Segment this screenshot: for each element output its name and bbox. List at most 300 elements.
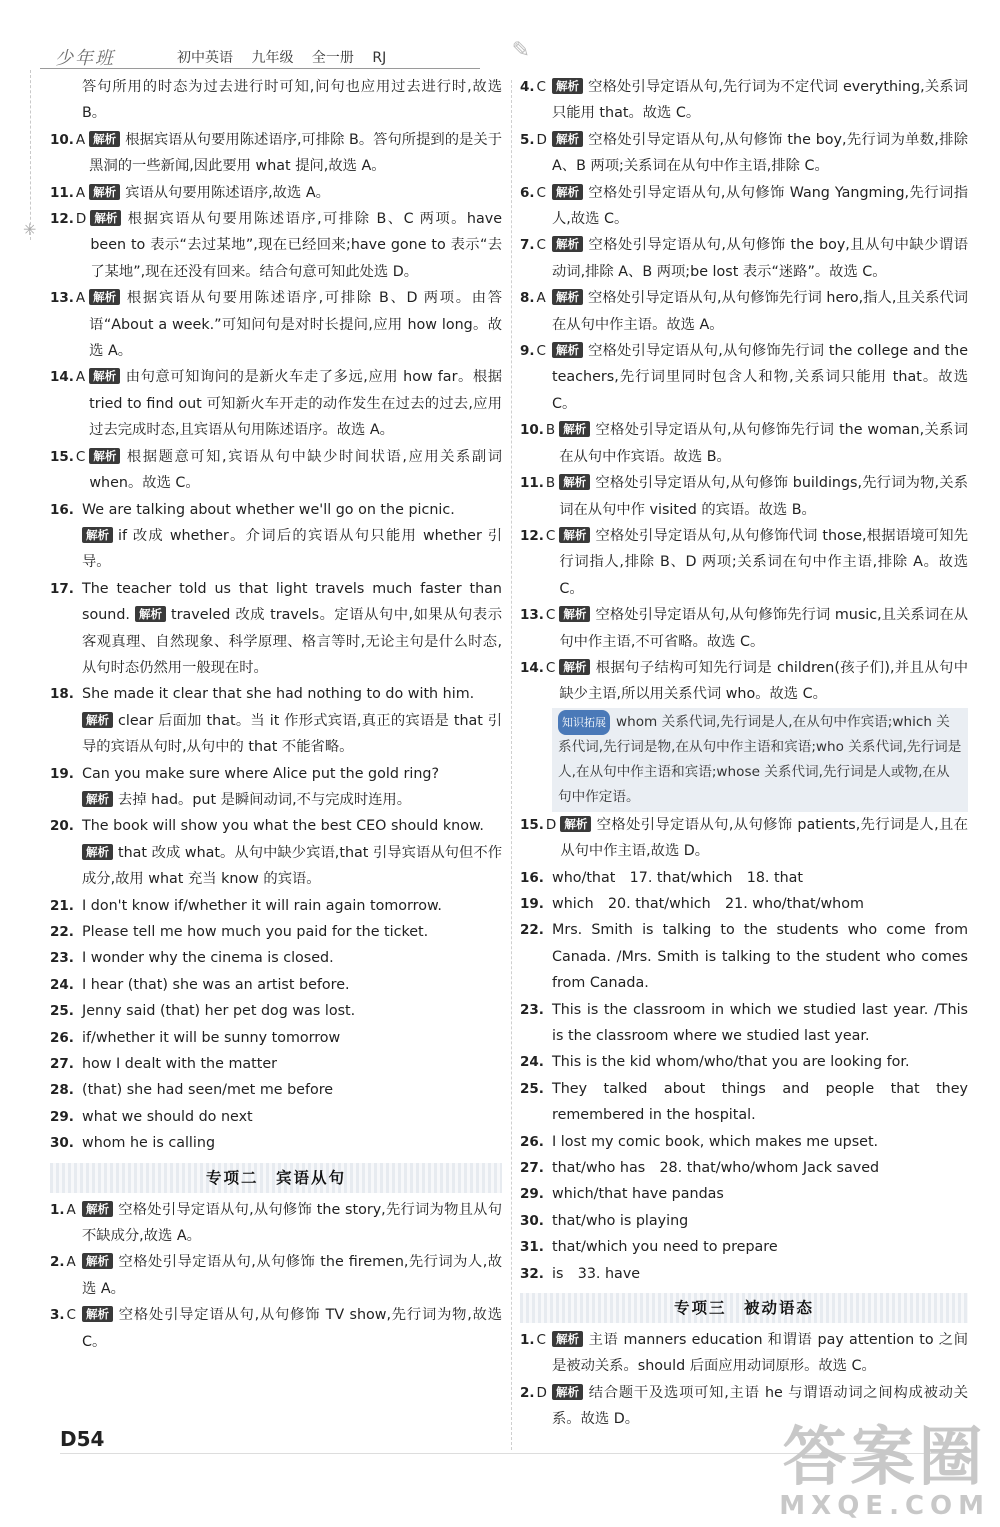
item-number (50, 497, 82, 523)
item-body (89, 444, 502, 497)
analysis-tag: 解析 (89, 131, 120, 147)
item-number (520, 1076, 552, 1129)
item-num-text: 6. (520, 184, 535, 201)
item-number (520, 1208, 552, 1234)
list-item (520, 417, 968, 470)
section-header (50, 1163, 502, 1193)
item-number (50, 972, 82, 998)
item-text: what we should do next (82, 1108, 253, 1125)
answer-letter: C (536, 237, 546, 254)
watermark-logo (779, 1421, 990, 1521)
analysis-tag: 解析 (552, 1331, 583, 1347)
item-text: The book will show you what the best CEO should know. (82, 818, 484, 835)
answer-letter: A (66, 1201, 76, 1218)
item-number (50, 681, 82, 707)
item-num-text: 27. (50, 1056, 74, 1073)
list-item (520, 523, 968, 602)
item-body (552, 1155, 968, 1181)
item-body (82, 576, 502, 682)
column-divider (511, 80, 512, 1450)
item-number (520, 1049, 552, 1075)
analysis-tag: 解析 (89, 448, 120, 464)
item-text: 根据句子结构可知先行词是 children(孩子们),并且从句中缺少主语,所以用关系代词 who。故选 C。 (559, 659, 968, 703)
answer-letter: A (75, 290, 86, 307)
item-text: that/who is playing (552, 1212, 689, 1229)
item-body (82, 998, 502, 1024)
right-column (520, 74, 968, 1433)
item-note: if 改成 whether。介词后的宾语从句只能用 whether 引导。 (82, 527, 502, 571)
analysis-tag: 解析 (552, 184, 583, 200)
item-body (82, 1249, 502, 1302)
list-item (50, 180, 502, 206)
item-text: I wonder why the cinema is closed. (82, 950, 334, 967)
item-num-text: 28. (50, 1082, 74, 1099)
analysis-tag: 解析 (552, 78, 583, 94)
item-body (82, 1130, 502, 1156)
list-item (520, 338, 968, 417)
section-title: 专项三 被动语态 (673, 1299, 814, 1318)
answer-letter: C (536, 184, 546, 201)
item-text: We are talking about whether we'll go on the picnic. (82, 501, 455, 518)
item-text: Mrs. Smith is talking to the students who come from Canada. /Mrs. Smith is talking to the student who comes from Canada. (552, 922, 968, 992)
item-text: 空格处引导定语从句,从句修饰 patients,先行词是人,且在从句中作主语,故选 D。 (560, 816, 968, 860)
header-grade: 九年级 (251, 50, 294, 66)
answer-letter: B (545, 475, 556, 492)
item-text: 空格处引导定语从句,从句修饰 Wang Yangming,先行词指人,故选 C。 (552, 184, 968, 228)
item-text: 空格处引导定语从句,从句修饰 the boy,先行词为单数,排除 A、B 两项;关系词在从句中作主语,排除 C。 (552, 131, 968, 175)
answer-letter: D (75, 211, 87, 228)
item-body (82, 497, 502, 523)
analysis-tag: 解析 (89, 289, 120, 305)
item-text: 空格处引导定语从句,从句修饰先行词 hero,指人,且关系代词在从句中作主语。故选 A。 (552, 290, 968, 333)
watermark-text: 答案圈 (782, 1421, 987, 1495)
item-text: that/which you need to prepare (552, 1239, 778, 1256)
item-num-text: 21. (50, 897, 74, 914)
item-body (89, 180, 502, 206)
item-body (552, 74, 968, 127)
list-item (50, 1130, 502, 1156)
item-num-text: 20. (50, 818, 74, 835)
item-number (520, 1261, 552, 1287)
answer-letter: A (75, 369, 86, 386)
answer-letter: C (536, 1332, 546, 1349)
item-num-text: 9. (520, 343, 535, 360)
list-item (50, 998, 502, 1024)
item-num-text: 1. (520, 1332, 535, 1349)
item-text: The teacher told us that light travels much faster than sound. (82, 580, 502, 624)
list-item (50, 497, 502, 523)
list-item (520, 1208, 968, 1234)
analysis-tag: 解析 (82, 1306, 113, 1322)
item-text: which 20. that/which 21. who/that/whom (552, 895, 864, 912)
item-body (552, 917, 968, 996)
item-body (82, 1051, 502, 1077)
item-text: Jenny said (that) her pet dog was lost. (82, 1003, 356, 1020)
answer-letter: A (536, 290, 546, 307)
analysis-tag: 解析 (82, 844, 113, 860)
item-num-text: 32. (520, 1265, 544, 1282)
item-text: 空格处引导定语从句,先行词为不定代词 everything,关系词只能用 that。故选 C。 (552, 79, 968, 122)
analysis-tag: 解析 (559, 421, 590, 437)
item-text: 根据宾语从句要用陈述语序,可排除 B、D 两项。由答语“About a week.”可知问句是对时长提问,应用 how long。故选 A。 (89, 290, 502, 360)
answer-letter: C (536, 343, 546, 360)
item-text: 空格处引导定语从句,从句修饰 TV show,先行词为物,故选 C。 (82, 1307, 502, 1350)
list-item (50, 206, 502, 285)
brand-logo: 少年班 (55, 48, 115, 69)
analysis-tag: 解析 (560, 816, 591, 832)
item-number (520, 997, 552, 1050)
analysis-tag: 解析 (552, 1384, 583, 1400)
item-text: 结合题干及选项可知,主语 he 与谓语动词之间构成被动关系。故选 D。 (552, 1384, 968, 1428)
header-subject: 初中英语 (177, 50, 233, 66)
list-item (50, 1025, 502, 1051)
item-text: This is the kid whom/who/that you are looking for. (552, 1054, 910, 1071)
item-num-text: 11. (520, 475, 544, 492)
item-num-text: 29. (520, 1186, 544, 1203)
item-body (552, 1208, 968, 1234)
item-num-text: 30. (50, 1135, 74, 1152)
answer-letter: A (66, 1254, 76, 1271)
item-text: whom he is calling (82, 1135, 216, 1152)
analysis-tag: 解析 (552, 342, 583, 358)
item-body (82, 681, 502, 707)
analysis-tag: 解析 (552, 131, 583, 147)
item-num-text: 22. (50, 924, 74, 940)
item-number (50, 1077, 82, 1103)
item-analysis (50, 787, 502, 813)
header-edition: RJ (372, 50, 387, 66)
item-text: if/whether it will be sunny tomorrow (82, 1029, 341, 1046)
item-body (90, 206, 502, 285)
item-body (552, 232, 968, 285)
item-body (552, 338, 968, 417)
item-number (520, 1380, 552, 1433)
item-body (82, 813, 502, 839)
item-analysis (50, 840, 502, 893)
list-item (50, 285, 502, 364)
answer-letter: C (75, 448, 86, 465)
list-item (520, 285, 968, 338)
continued-text: 答句所用的时态为过去进行时可知,问句也应用过去进行时,故选 B。 (82, 79, 502, 122)
item-number (520, 523, 559, 602)
answer-letter: C (545, 527, 556, 544)
list-item (50, 972, 502, 998)
item-number (520, 1155, 552, 1181)
analysis-tag: 解析 (559, 606, 590, 622)
list-item (520, 812, 968, 865)
item-text: 根据宾语从句要用陈述语序,可排除 B、C 两项。have been to 表示“去过某地”,现在已经回来;have gone to 表示“去了某地”,现在还没有回来。结合句意可知此处选 D。 (90, 211, 502, 280)
item-number (50, 1197, 82, 1250)
list-item (50, 681, 502, 707)
item-text: She made it clear that she had nothing to do with him. (82, 686, 475, 703)
item-number (520, 180, 552, 233)
item-num-text: 23. (50, 950, 74, 967)
item-num-text: 26. (520, 1133, 544, 1150)
list-item (520, 1049, 968, 1075)
item-body (82, 893, 502, 919)
item-number (50, 1249, 82, 1302)
item-num-text: 24. (50, 976, 74, 993)
item-number (50, 919, 82, 945)
answer-letter: A (75, 184, 86, 201)
item-text: 宾语从句要用陈述语序,故选 A。 (125, 184, 330, 201)
analysis-tag: 解析 (559, 659, 590, 675)
item-text: This is the classroom in which we studied last year. /This is the classroom where we studied last year. (552, 1001, 968, 1044)
analysis-tag: 解析 (82, 1253, 113, 1269)
section-header (520, 1293, 968, 1323)
item-text: They talked about things and people that they remembered in the hospital. (552, 1080, 968, 1124)
item-body (552, 1327, 968, 1380)
item-number (520, 74, 552, 127)
header-volume: 全一册 (311, 50, 354, 66)
item-number (520, 127, 552, 180)
item-num-text: 13. (50, 290, 74, 307)
item-number (520, 917, 552, 996)
item-body (552, 1234, 968, 1260)
list-item (520, 891, 968, 917)
list-item (50, 945, 502, 971)
list-item (520, 1155, 968, 1181)
item-text: which/that have pandas (552, 1186, 724, 1203)
item-number (520, 470, 559, 523)
page-header (40, 38, 960, 72)
list-item (520, 997, 968, 1050)
answer-letter: D (536, 131, 547, 148)
list-item (520, 655, 968, 708)
item-num-text: 2. (50, 1254, 65, 1271)
analysis-tag: 解析 (82, 712, 113, 728)
item-num-text: 11. (50, 184, 74, 201)
item-num-text: 16. (520, 869, 544, 886)
item-number (520, 1327, 552, 1380)
list-item (50, 1104, 502, 1130)
item-num-text: 12. (50, 211, 74, 228)
analysis-tag: 解析 (82, 527, 113, 543)
list-item (520, 470, 968, 523)
item-number (520, 232, 552, 285)
item-body (82, 1302, 502, 1355)
item-number (50, 1104, 82, 1130)
item-number (520, 602, 559, 655)
item-body (552, 127, 968, 180)
list-item (520, 1181, 968, 1207)
item-text: I lost my comic book, which makes me upset. (552, 1133, 879, 1150)
tip-label: 知识拓展 (558, 710, 610, 735)
item-number (50, 1025, 82, 1051)
item-number (520, 1234, 552, 1260)
item-num-text: 2. (520, 1384, 535, 1401)
item-number (520, 285, 552, 338)
analysis-tag: 解析 (89, 368, 120, 384)
item-num-text: 14. (50, 369, 74, 386)
item-num-text: 24. (520, 1054, 544, 1071)
analysis-tag: 解析 (82, 1201, 113, 1217)
item-text: 空格处引导定语从句,从句修饰代词 those,根据语境可知先行词指人,排除 B、D 两项;关系词在句中作主语,排除 A。故选 C。 (559, 527, 968, 597)
item-text: 空格处引导定语从句,从句修饰 the firemen,先行词为人,故选 A。 (82, 1254, 502, 1297)
item-note: that 改成 what。从句中缺少宾语,that 引导宾语从句但不作成分,故用 what 充当 know 的宾语。 (82, 844, 502, 888)
item-analysis (50, 523, 502, 576)
item-body (89, 364, 502, 443)
item-body (552, 1076, 968, 1129)
item-number (50, 813, 82, 839)
analysis-tag: 解析 (559, 527, 590, 543)
item-note: clear 后面加 that。当 it 作形式宾语,真正的宾语是 that 引导的宾语从句时,从句中的 that 不能省略。 (82, 712, 502, 756)
answer-letter: C (536, 79, 546, 95)
list-item (50, 1077, 502, 1103)
item-number (520, 1181, 552, 1207)
list-item (50, 919, 502, 945)
list-item (50, 576, 502, 682)
list-item (520, 917, 968, 996)
item-number (50, 998, 82, 1024)
analysis-tag: 解析 (135, 606, 166, 622)
item-num-text: 5. (520, 131, 535, 148)
header-rule (40, 68, 480, 69)
item-body (559, 470, 968, 523)
answer-letter: D (545, 816, 557, 833)
item-body (82, 761, 502, 787)
item-num-text: 23. (520, 1001, 544, 1018)
item-num-text: 13. (520, 607, 544, 624)
item-text: (that) she had seen/met me before (82, 1082, 334, 1099)
analysis-tag: 解析 (90, 210, 121, 226)
item-num-text: 25. (520, 1080, 544, 1097)
item-num-text: 15. (520, 816, 544, 833)
analysis-tag: 解析 (89, 184, 120, 200)
analysis-tag: 解析 (552, 236, 583, 252)
item-num-text: 31. (520, 1239, 544, 1256)
item-body (82, 945, 502, 971)
list-item (520, 232, 968, 285)
item-num-text: 12. (520, 527, 544, 544)
item-num-text: 3. (50, 1307, 65, 1324)
item-number (520, 865, 552, 891)
answer-letter: C (66, 1307, 76, 1324)
item-text: how I dealt with the matter (82, 1056, 278, 1073)
item-body (82, 972, 502, 998)
item-body (82, 919, 502, 945)
item-note: 去掉 had。put 是瞬间动词,不与完成时连用。 (118, 791, 412, 808)
list-item (50, 893, 502, 919)
item-text: 由句意可知询问的是新火车走了多远,应用 how far。根据 tried to find out 可知新火车开走的动作发生在过去的过去,应用过去完成时态,且宾语从句用陈述语序。故选 A。 (89, 369, 502, 439)
item-number (50, 285, 89, 364)
item-number (520, 655, 559, 708)
doodle-icon: ✎ (511, 38, 530, 63)
list-item (520, 1129, 968, 1155)
item-num-text: 27. (520, 1160, 544, 1177)
item-number (50, 893, 82, 919)
item-body (552, 1129, 968, 1155)
left-column (50, 74, 502, 1355)
item-num-text: 19. (520, 895, 544, 912)
list-item (50, 1302, 502, 1355)
list-item (520, 865, 968, 891)
item-body (560, 812, 968, 865)
item-number (50, 761, 82, 787)
item-number (520, 417, 559, 470)
item-body (552, 891, 968, 917)
item-text: 空格处引导定语从句,从句修饰先行词 the woman,关系词在从句中作宾语。故选 B。 (559, 422, 968, 465)
list-item (50, 761, 502, 787)
item-text: that/who has 28. that/who/whom Jack saved (552, 1160, 880, 1177)
item-body (82, 1025, 502, 1051)
item-text: is 33. have (552, 1265, 641, 1282)
item-body (552, 865, 968, 891)
item-num-text: 10. (50, 131, 74, 148)
item-text: 空格处引导定语从句,从句修饰先行词 the college and the teachers,先行词里同时包含人和物,关系词只能用 that。故选 C。 (552, 343, 968, 412)
list-item (520, 1261, 968, 1287)
item-body (552, 180, 968, 233)
item-num-text: 30. (520, 1212, 544, 1229)
list-item (50, 1249, 502, 1302)
item-number (50, 206, 90, 285)
tip-text: whom 关系代词,先行词是人,在从句中作宾语;which 关系代词,先行词是物,在从句中作主语和宾语;who 关系代词,先行词是人,在从句中作主语和宾语;whose 关系代词,先行词是人或物,在从句中作定语。 (558, 713, 962, 805)
item-text: 主语 manners education 和谓语 pay attention to 之间是被动关系。should 后面应用动词原形。故选 C。 (552, 1332, 968, 1375)
item-num-text: 8. (520, 290, 535, 307)
item-text: 空格处引导定语从句,从句修饰 the story,先行词为物且从句不缺成分,故选 A。 (82, 1201, 502, 1245)
item-text: Please tell me how much you paid for the ticket. (82, 924, 429, 940)
list-item (520, 1076, 968, 1129)
item-number (50, 945, 82, 971)
item-text: I hear (that) she was an artist before. (82, 976, 350, 993)
page-number: D54 (60, 1427, 105, 1451)
item-analysis (50, 708, 502, 761)
item-num-text: 14. (520, 659, 544, 676)
list-item (520, 74, 968, 127)
item-number (50, 127, 89, 180)
item-text: 空格处引导定语从句,从句修饰 buildings,先行词为物,关系词在从句中作 visited 的宾语。故选 B。 (559, 475, 968, 518)
section-title: 专项二 宾语从句 (205, 1168, 346, 1187)
item-number (50, 444, 89, 497)
list-item (520, 602, 968, 655)
item-text: Can you make sure where Alice put the gold ring? (82, 765, 440, 782)
item-num-text: 10. (520, 422, 544, 439)
item-num-text: 7. (520, 237, 535, 254)
item-body (559, 655, 968, 708)
answer-letter: C (545, 607, 556, 624)
item-text: 空格处引导定语从句,从句修饰 the boy,且从句中缺少谓语动词,排除 A、B 两项;be lost 表示“迷路”。故选 C。 (552, 237, 968, 280)
list-item (520, 1327, 968, 1380)
analysis-tag: 解析 (82, 791, 113, 807)
item-num-text: 4. (520, 79, 535, 95)
list-item (520, 127, 968, 180)
analysis-tag: 解析 (552, 289, 583, 305)
item-body (559, 602, 968, 655)
answer-letter: A (75, 131, 86, 148)
item-body (552, 997, 968, 1050)
side-decoration (23, 70, 45, 240)
item-number (50, 1130, 82, 1156)
item-number (50, 364, 89, 443)
item-num-text: 26. (50, 1029, 74, 1046)
item-num-text: 17. (50, 580, 74, 597)
item-number (520, 812, 560, 865)
item-body (552, 1261, 968, 1287)
item-body (82, 1104, 502, 1130)
watermark-url: MXQE.COM (779, 1491, 990, 1521)
item-num-text: 16. (50, 501, 74, 518)
item-number (520, 338, 552, 417)
item-num-text: 15. (50, 448, 74, 465)
header-meta (177, 47, 400, 67)
knowledge-tip (552, 708, 968, 812)
list-item (50, 813, 502, 839)
list-item (520, 180, 968, 233)
item-body (552, 1181, 968, 1207)
list-item (50, 127, 502, 180)
analysis-tag: 解析 (559, 474, 590, 490)
answer-letter: C (545, 659, 556, 676)
